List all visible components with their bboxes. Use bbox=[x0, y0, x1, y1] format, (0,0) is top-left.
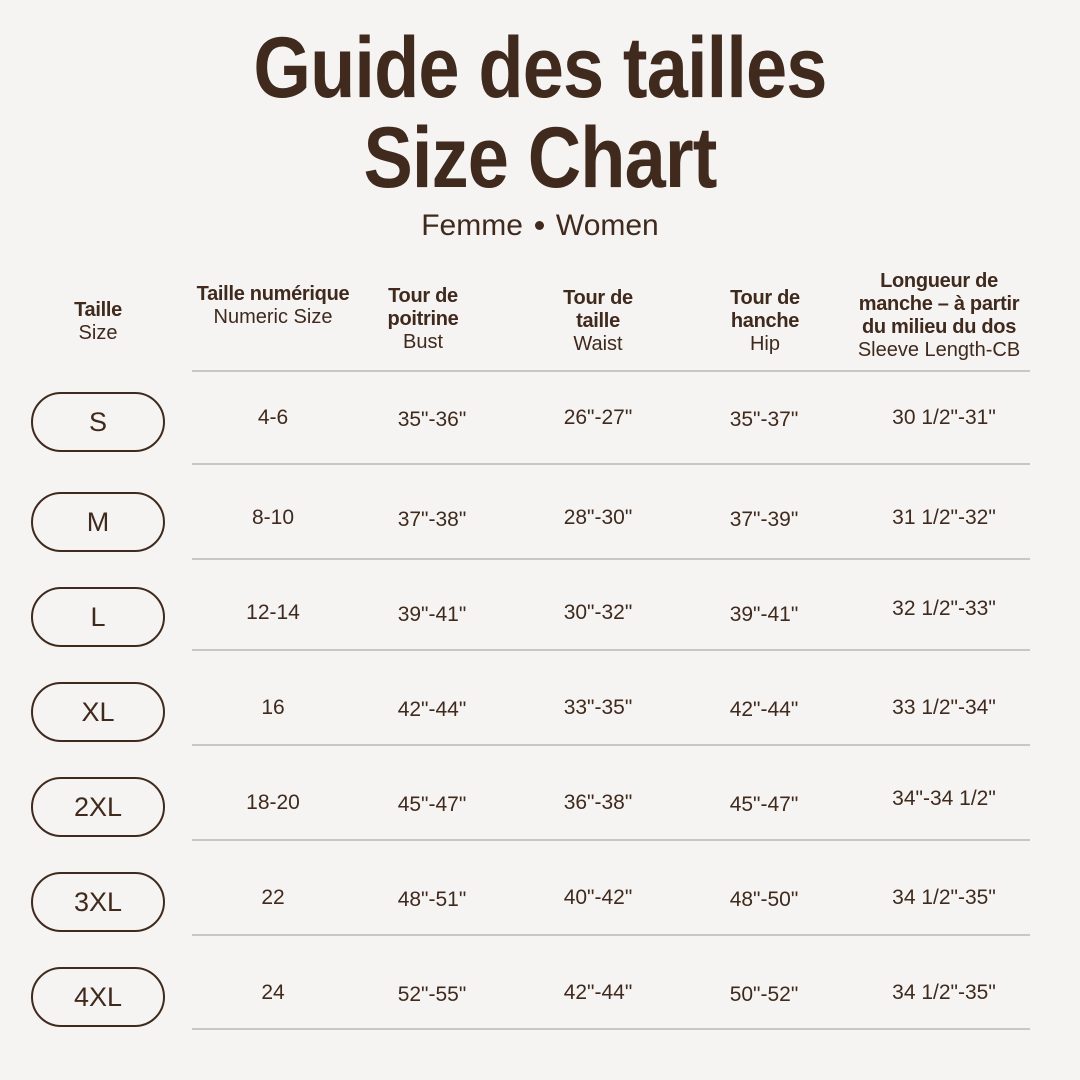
numeric-size-cell: 8-10 bbox=[251, 506, 295, 529]
numeric-size-cell: 4-6 bbox=[257, 406, 289, 429]
row-rule bbox=[192, 1028, 1030, 1030]
sleeve-cell: 33 1/2"-34" bbox=[892, 696, 996, 719]
waist-cell: 30"-32" bbox=[563, 601, 633, 624]
header-sleeve-en: Sleeve Length-CB bbox=[857, 339, 1021, 361]
header-bust bbox=[370, 285, 476, 354]
size-badge: S bbox=[31, 392, 165, 452]
hip-cell: 50"-52" bbox=[729, 983, 799, 1006]
numeric-size-cell: 16 bbox=[261, 696, 285, 719]
page-title-fr: Guide des tailles bbox=[253, 20, 827, 116]
numeric-size-cell: 24 bbox=[261, 981, 285, 1004]
waist-cell: 33"-35" bbox=[563, 696, 633, 719]
page-title-en: Size Chart bbox=[363, 110, 717, 206]
header-size-fr: Taille bbox=[74, 299, 122, 321]
size-badge: 3XL bbox=[31, 872, 165, 932]
header-waist bbox=[550, 287, 646, 356]
bust-cell: 48"-51" bbox=[397, 888, 467, 911]
sleeve-cell: 34"-34 1/2" bbox=[892, 787, 996, 810]
sleeve-cell: 32 1/2"-33" bbox=[892, 597, 996, 620]
sleeve-cell: 34 1/2"-35" bbox=[892, 886, 996, 909]
header-numeric-fr: Taille numérique bbox=[196, 283, 350, 305]
row-rule bbox=[192, 744, 1030, 746]
waist-cell: 36"-38" bbox=[563, 791, 633, 814]
header-hip-en: Hip bbox=[749, 333, 780, 355]
bust-cell: 35"-36" bbox=[397, 408, 467, 431]
hip-cell: 42"-44" bbox=[729, 698, 799, 721]
row-rule bbox=[192, 558, 1030, 560]
bust-cell: 45"-47" bbox=[397, 793, 467, 816]
header-numeric-en: Numeric Size bbox=[213, 306, 333, 328]
row-rule bbox=[192, 463, 1030, 465]
numeric-size-cell: 22 bbox=[261, 886, 285, 909]
row-rule bbox=[192, 649, 1030, 651]
row-rule bbox=[192, 839, 1030, 841]
header-rule bbox=[192, 370, 1030, 372]
hip-cell: 35"-37" bbox=[729, 408, 799, 431]
waist-cell: 40"-42" bbox=[563, 886, 633, 909]
waist-cell: 42"-44" bbox=[563, 981, 633, 1004]
numeric-size-cell: 12-14 bbox=[246, 601, 300, 624]
hip-cell: 45"-47" bbox=[729, 793, 799, 816]
header-hip-fr: Tour de hanche bbox=[730, 287, 800, 332]
bust-cell: 52"-55" bbox=[397, 983, 467, 1006]
header-bust-en: Bust bbox=[402, 331, 444, 353]
subtitle-fr: Femme bbox=[421, 209, 523, 242]
hip-cell: 37"-39" bbox=[729, 508, 799, 531]
header-sleeve bbox=[846, 270, 1032, 362]
sleeve-cell: 30 1/2"-31" bbox=[892, 406, 996, 429]
hip-cell: 48"-50" bbox=[729, 888, 799, 911]
subtitle bbox=[0, 206, 1080, 246]
header-size bbox=[38, 299, 158, 345]
size-badge: XL bbox=[31, 682, 165, 742]
size-badge: L bbox=[31, 587, 165, 647]
header-sleeve-fr: Longueur de manche – à partir du milieu du dos bbox=[858, 270, 1020, 338]
header-bust-fr: Tour de poitrine bbox=[387, 285, 459, 330]
waist-cell: 26"-27" bbox=[563, 406, 633, 429]
header-waist-fr: Tour de taille bbox=[563, 287, 633, 332]
bust-cell: 39"-41" bbox=[397, 603, 467, 626]
header-waist-en: Waist bbox=[573, 333, 623, 355]
waist-cell: 28"-30" bbox=[563, 506, 633, 529]
size-badge: 2XL bbox=[31, 777, 165, 837]
row-rule bbox=[192, 934, 1030, 936]
bullet-dot-icon bbox=[535, 221, 544, 230]
hip-cell: 39"-41" bbox=[729, 603, 799, 626]
bust-cell: 42"-44" bbox=[397, 698, 467, 721]
size-badge: 4XL bbox=[31, 967, 165, 1027]
size-badge: M bbox=[31, 492, 165, 552]
sleeve-cell: 34 1/2"-35" bbox=[892, 981, 996, 1004]
sleeve-cell: 31 1/2"-32" bbox=[892, 506, 996, 529]
subtitle-en: Women bbox=[555, 209, 659, 242]
header-size-en: Size bbox=[78, 322, 118, 344]
header-numeric bbox=[192, 283, 354, 329]
header-hip bbox=[716, 287, 814, 356]
numeric-size-cell: 18-20 bbox=[246, 791, 300, 814]
bust-cell: 37"-38" bbox=[397, 508, 467, 531]
